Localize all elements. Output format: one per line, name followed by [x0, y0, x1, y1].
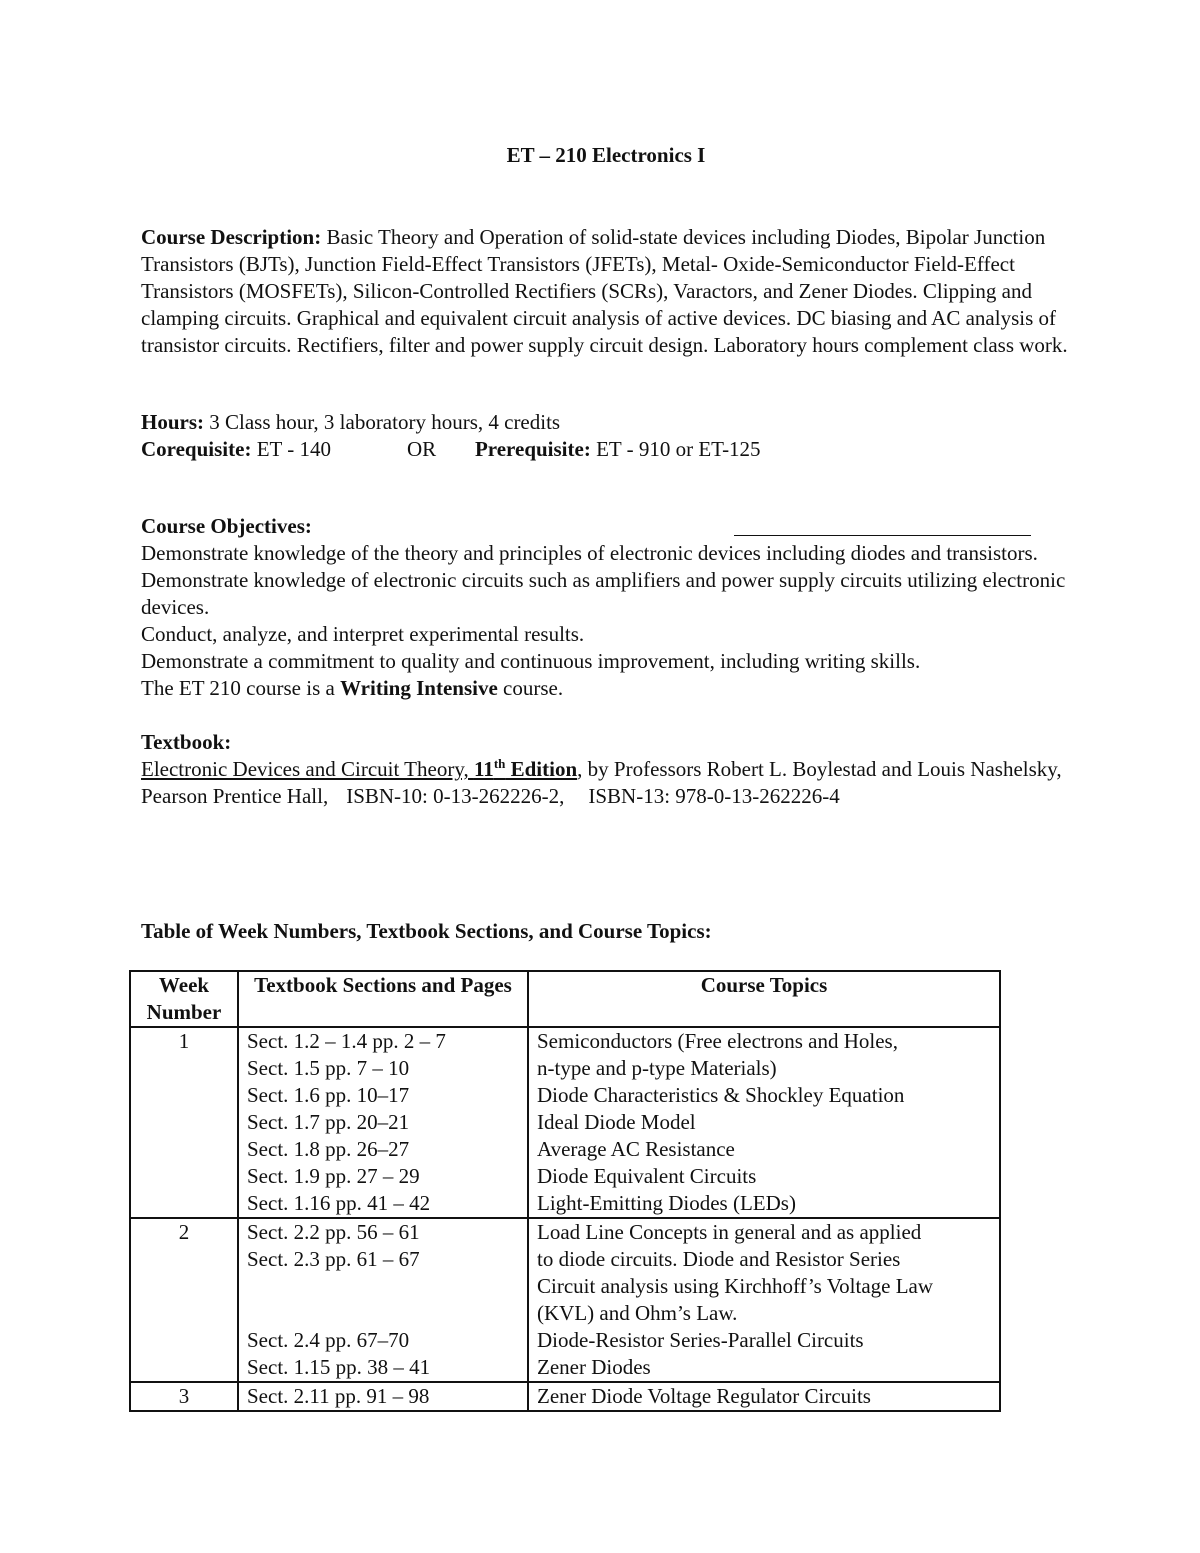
topics-cell: [528, 1027, 1000, 1218]
topic-line: Semiconductors (Free electrons and Holes,: [537, 1029, 898, 1053]
topics-cell: [528, 1382, 1000, 1411]
section-line: Sect. 2.4 pp. 67–70: [247, 1328, 410, 1352]
week-cell: 2: [130, 1218, 238, 1382]
corequisite-value: ET - 140: [251, 437, 331, 461]
textbook-citation: [141, 756, 1071, 810]
or-text: OR: [406, 437, 437, 461]
header-sections: Textbook Sections and Pages: [238, 971, 528, 1027]
section-line: Sect. 1.5 pp. 7 – 10: [247, 1056, 410, 1080]
table-header-row: [130, 971, 1000, 1027]
section-line: Sect. 2.2 pp. 56 – 61: [247, 1220, 420, 1244]
sections-cell: [238, 1382, 528, 1411]
sections-cell: [238, 1218, 528, 1382]
objective-item: Demonstrate knowledge of the theory and principles of electronic devices including diodes and transistors.: [141, 541, 1038, 565]
sections-cell: [238, 1027, 528, 1218]
table-row: [130, 1382, 1000, 1411]
section-line: Sect. 2.3 pp. 61 – 67: [247, 1247, 420, 1271]
objectives-heading: Course Objectives:: [141, 514, 312, 538]
isbn-10: ISBN-10: 0-13-262226-2,: [346, 784, 565, 808]
section-line: Sect. 1.9 pp. 27 – 29: [247, 1164, 420, 1188]
topic-line: Light-Emitting Diodes (LEDs): [537, 1191, 796, 1215]
topic-line: Diode-Resistor Series-Parallel Circuits: [537, 1328, 864, 1352]
course-description: [141, 224, 1071, 359]
textbook-heading: Textbook:: [141, 730, 232, 754]
isbn-13: ISBN-13: 978-0-13-262226-4: [588, 784, 840, 808]
objective-item: Demonstrate knowledge of electronic circuits such as amplifiers and power supply circuits utilizing electronic devices.: [141, 568, 1066, 619]
topic-line: to diode circuits. Diode and Resistor Series: [537, 1247, 901, 1271]
topic-line: Diode Characteristics & Shockley Equation: [537, 1083, 905, 1107]
hours-text: 3 Class hour, 3 laboratory hours, 4 credits: [204, 410, 561, 434]
table-caption: Table of Week Numbers, Textbook Sections, and Course Topics:: [141, 919, 712, 943]
section-line: Sect. 1.16 pp. 41 – 42: [247, 1191, 431, 1215]
textbook-title: [141, 757, 577, 781]
topic-line: Load Line Concepts in general and as applied: [537, 1220, 922, 1244]
topic-line: Zener Diodes: [537, 1355, 651, 1379]
topics-cell: [528, 1218, 1000, 1382]
writing-suffix: course.: [497, 676, 564, 700]
hours-line: [141, 409, 1071, 436]
header-topics: Course Topics: [528, 971, 1000, 1027]
topic-line: Diode Equivalent Circuits: [537, 1164, 757, 1188]
course-description-text: Basic Theory and Operation of solid-state devices including Diodes, Bipolar Junction Transistors (BJTs), Junction Field-Effect Transistors (JFETs), Metal- Oxide-Semiconductor Field-Effect Transistors (MOSFETs), Silicon-Controlled Rectifiers (SCRs), Varactors, and Zener Diodes. Clipping and clamping circuits. Graphical and equivalent circuit analysis of active devices. DC biasing and AC analysis of transistor circuits. Rectifiers, filter and power supply circuit design. Laboratory hours complement class work.: [141, 225, 1068, 357]
section-line: Sect. 1.15 pp. 38 – 41: [247, 1355, 431, 1379]
section-line: Sect. 1.6 pp. 10–17: [247, 1083, 410, 1107]
textbook-edition: [474, 757, 577, 781]
edition-superscript: th: [493, 756, 506, 771]
course-description-label: Course Description:: [141, 225, 322, 249]
week-cell: 3: [130, 1382, 238, 1411]
topic-line: Ideal Diode Model: [537, 1110, 696, 1134]
topic-line: n-type and p-type Materials): [537, 1056, 777, 1080]
textbook-authors: , by Professors Robert L. Boylestad and Louis Nashelsky, Pearson Prentice Hall,: [141, 757, 1062, 808]
section-line: Sect. 2.11 pp. 91 – 98: [247, 1384, 430, 1408]
prerequisite-label: Prerequisite:: [474, 437, 591, 461]
writing-prefix: The ET 210 course is a: [141, 676, 341, 700]
section-line: Sect. 1.2 – 1.4 pp. 2 – 7: [247, 1029, 446, 1053]
corequisite-label: Corequisite:: [141, 437, 252, 461]
textbook-title-text: Electronic Devices and Circuit Theory,: [141, 757, 474, 781]
syllabus-page: [141, 142, 1071, 810]
signature-rule: [734, 535, 1031, 536]
hours-label: Hours:: [141, 410, 204, 434]
writing-intensive-bold: Writing Intensive: [340, 676, 498, 700]
edition-number: 11: [473, 757, 494, 781]
table-row: [130, 1218, 1000, 1382]
prerequisite-value: ET - 910 or ET-125: [590, 437, 761, 461]
edition-word: Edition: [505, 757, 578, 781]
topic-line: (KVL) and Ohm’s Law.: [537, 1301, 738, 1325]
header-week: Week Number: [130, 971, 238, 1027]
section-line: Sect. 1.8 pp. 26–27: [247, 1137, 410, 1161]
table-row: [130, 1027, 1000, 1218]
topic-line: Average AC Resistance: [537, 1137, 735, 1161]
objective-item: Conduct, analyze, and interpret experimental results.: [141, 622, 585, 646]
page-title: ET – 210 Electronics I: [506, 143, 706, 167]
week-cell: 1: [130, 1027, 238, 1218]
writing-intensive-line: [141, 675, 1071, 702]
topic-line: Zener Diode Voltage Regulator Circuits: [537, 1384, 871, 1408]
topic-line: Circuit analysis using Kirchhoff’s Voltage Law: [537, 1274, 934, 1298]
topics-table: [129, 970, 1001, 1412]
requisites-line: [141, 436, 1071, 463]
section-line: Sect. 1.7 pp. 20–21: [247, 1110, 410, 1134]
objective-item: Demonstrate a commitment to quality and continuous improvement, including writing skills.: [141, 649, 921, 673]
